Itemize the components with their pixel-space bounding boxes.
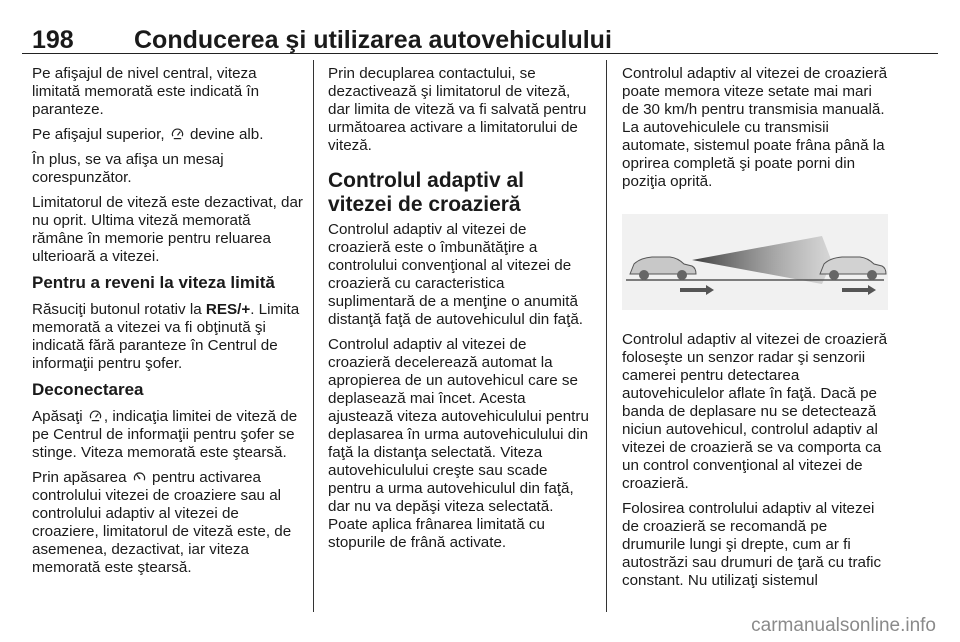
paragraph: Controlul adaptiv al vitezei de croazieră poate memora viteze setate mai mari de 30 km/h pentru transmisia manuală. La autovehiculele cu transmisii automate, sistemul poate frâna până la oprirea completă şi poate porni din poziţia oprită. bbox=[622, 65, 888, 190]
section-title: Controlul adaptiv al vitezei de croazieră bbox=[328, 169, 525, 216]
paragraph: Controlul adaptiv al vitezei de croazieră este o îmbunătăţire a controlului convenţional al vitezei de croazieră cu caracteristica suplimentară de a menţine o anumită distanţă faţă de autovehiculul din faţă. bbox=[328, 221, 583, 328]
paragraph: Prin decuplarea contactului, se dezactivează şi limitatorul de viteză, dar limita de viteză va fi salvată pentru următoarea activare a limitatorului de viteză. bbox=[328, 65, 587, 154]
text-run: Răsuciţi butonul rotativ la bbox=[32, 301, 206, 318]
page-number: 198 bbox=[32, 26, 74, 54]
text-run: devine alb. bbox=[185, 126, 264, 143]
text-run: pentru activarea controlului vitezei de croaziere sau al controlului adaptiv al vitezei de croaziere, limitatorul de viteză este, de asemenea, dezactivat, iar viteza memorată este ştearsă. bbox=[32, 469, 292, 576]
button-label-res: RES/+ bbox=[205, 301, 251, 318]
text-run: Pe afişajul superior, bbox=[32, 126, 169, 143]
paragraph: Controlul adaptiv al vitezei de croazieră decelerează automat la apropierea de un autovehicul care se deplasează mai încet. Acesta ajustează viteza autovehiculului pentru deplasarea în urma autovehiculului din faţă la distanţa selectată. Viteza autovehiculului creşte sau scade pentru a urma autovehiculul din faţă, dar nu va depăşi viteza selectată. Poate aplica frânarea limitată cu stopurile de frână activate. bbox=[328, 336, 589, 551]
column-separator bbox=[313, 60, 314, 612]
column-separator bbox=[606, 60, 607, 612]
speed-limiter-icon bbox=[171, 127, 184, 140]
column-3 bbox=[622, 65, 888, 597]
paragraph: Folosirea controlului adaptiv al vitezei de croazieră se recomandă pe drumurile lungi şi drepte, cum ar fi autostrăzi sau drumuri de ţară cu trafic constant. Nu utilizaţi sistemul bbox=[622, 500, 882, 589]
paragraph bbox=[32, 469, 304, 577]
paragraph: Controlul adaptiv al vitezei de croazieră foloseşte un senzor radar şi senzorii camerei pentru detectarea autovehiculelor aflate în faţă. Dacă pe banda de deplasare nu se detectează niciun autovehicul, controlul adaptiv al vitezei de croazieră se va comporta ca un control convenţional al vitezei de croazieră. bbox=[622, 331, 888, 492]
paragraph: Limitatorul de viteză este dezactivat, dar nu oprit. Ultima viteză memorată rămâne în memorie pentru reluarea ulterioară a vitezei. bbox=[32, 194, 303, 265]
paragraph bbox=[32, 301, 304, 373]
watermark: carmanualsonline.info bbox=[751, 615, 936, 636]
text-run: Apăsaţi bbox=[32, 408, 87, 425]
column-2 bbox=[328, 65, 592, 559]
speed-limiter-icon bbox=[89, 409, 102, 422]
section-heading: Deconectarea bbox=[32, 380, 144, 399]
section-heading: Pentru a reveni la viteza limită bbox=[32, 273, 275, 292]
chapter-title: Conducerea şi utilizarea autovehiculului bbox=[134, 26, 612, 54]
text-run: . Limita memorată a vitezei va fi obţinută şi indicată fără paranteze în Centrul de informaţii pentru şofer. bbox=[32, 301, 300, 372]
paragraph: Pe afişajul de nivel central, viteza limitată memorată este indicată în paranteze. bbox=[32, 65, 260, 118]
paragraph bbox=[32, 408, 304, 462]
paragraph: În plus, se va afişa un mesaj corespunzător. bbox=[32, 151, 224, 186]
acc-radar-illustration bbox=[622, 214, 888, 310]
column-1 bbox=[32, 65, 304, 584]
text-run: , indicaţia limitei de viteză de pe Centrul de informaţii pentru şofer se stinge. Viteza memorată este ştearsă. bbox=[32, 408, 298, 461]
cruise-control-icon bbox=[133, 470, 146, 483]
paragraph bbox=[32, 126, 304, 144]
header-rule bbox=[22, 53, 938, 54]
text-run: Prin apăsarea bbox=[32, 469, 131, 486]
